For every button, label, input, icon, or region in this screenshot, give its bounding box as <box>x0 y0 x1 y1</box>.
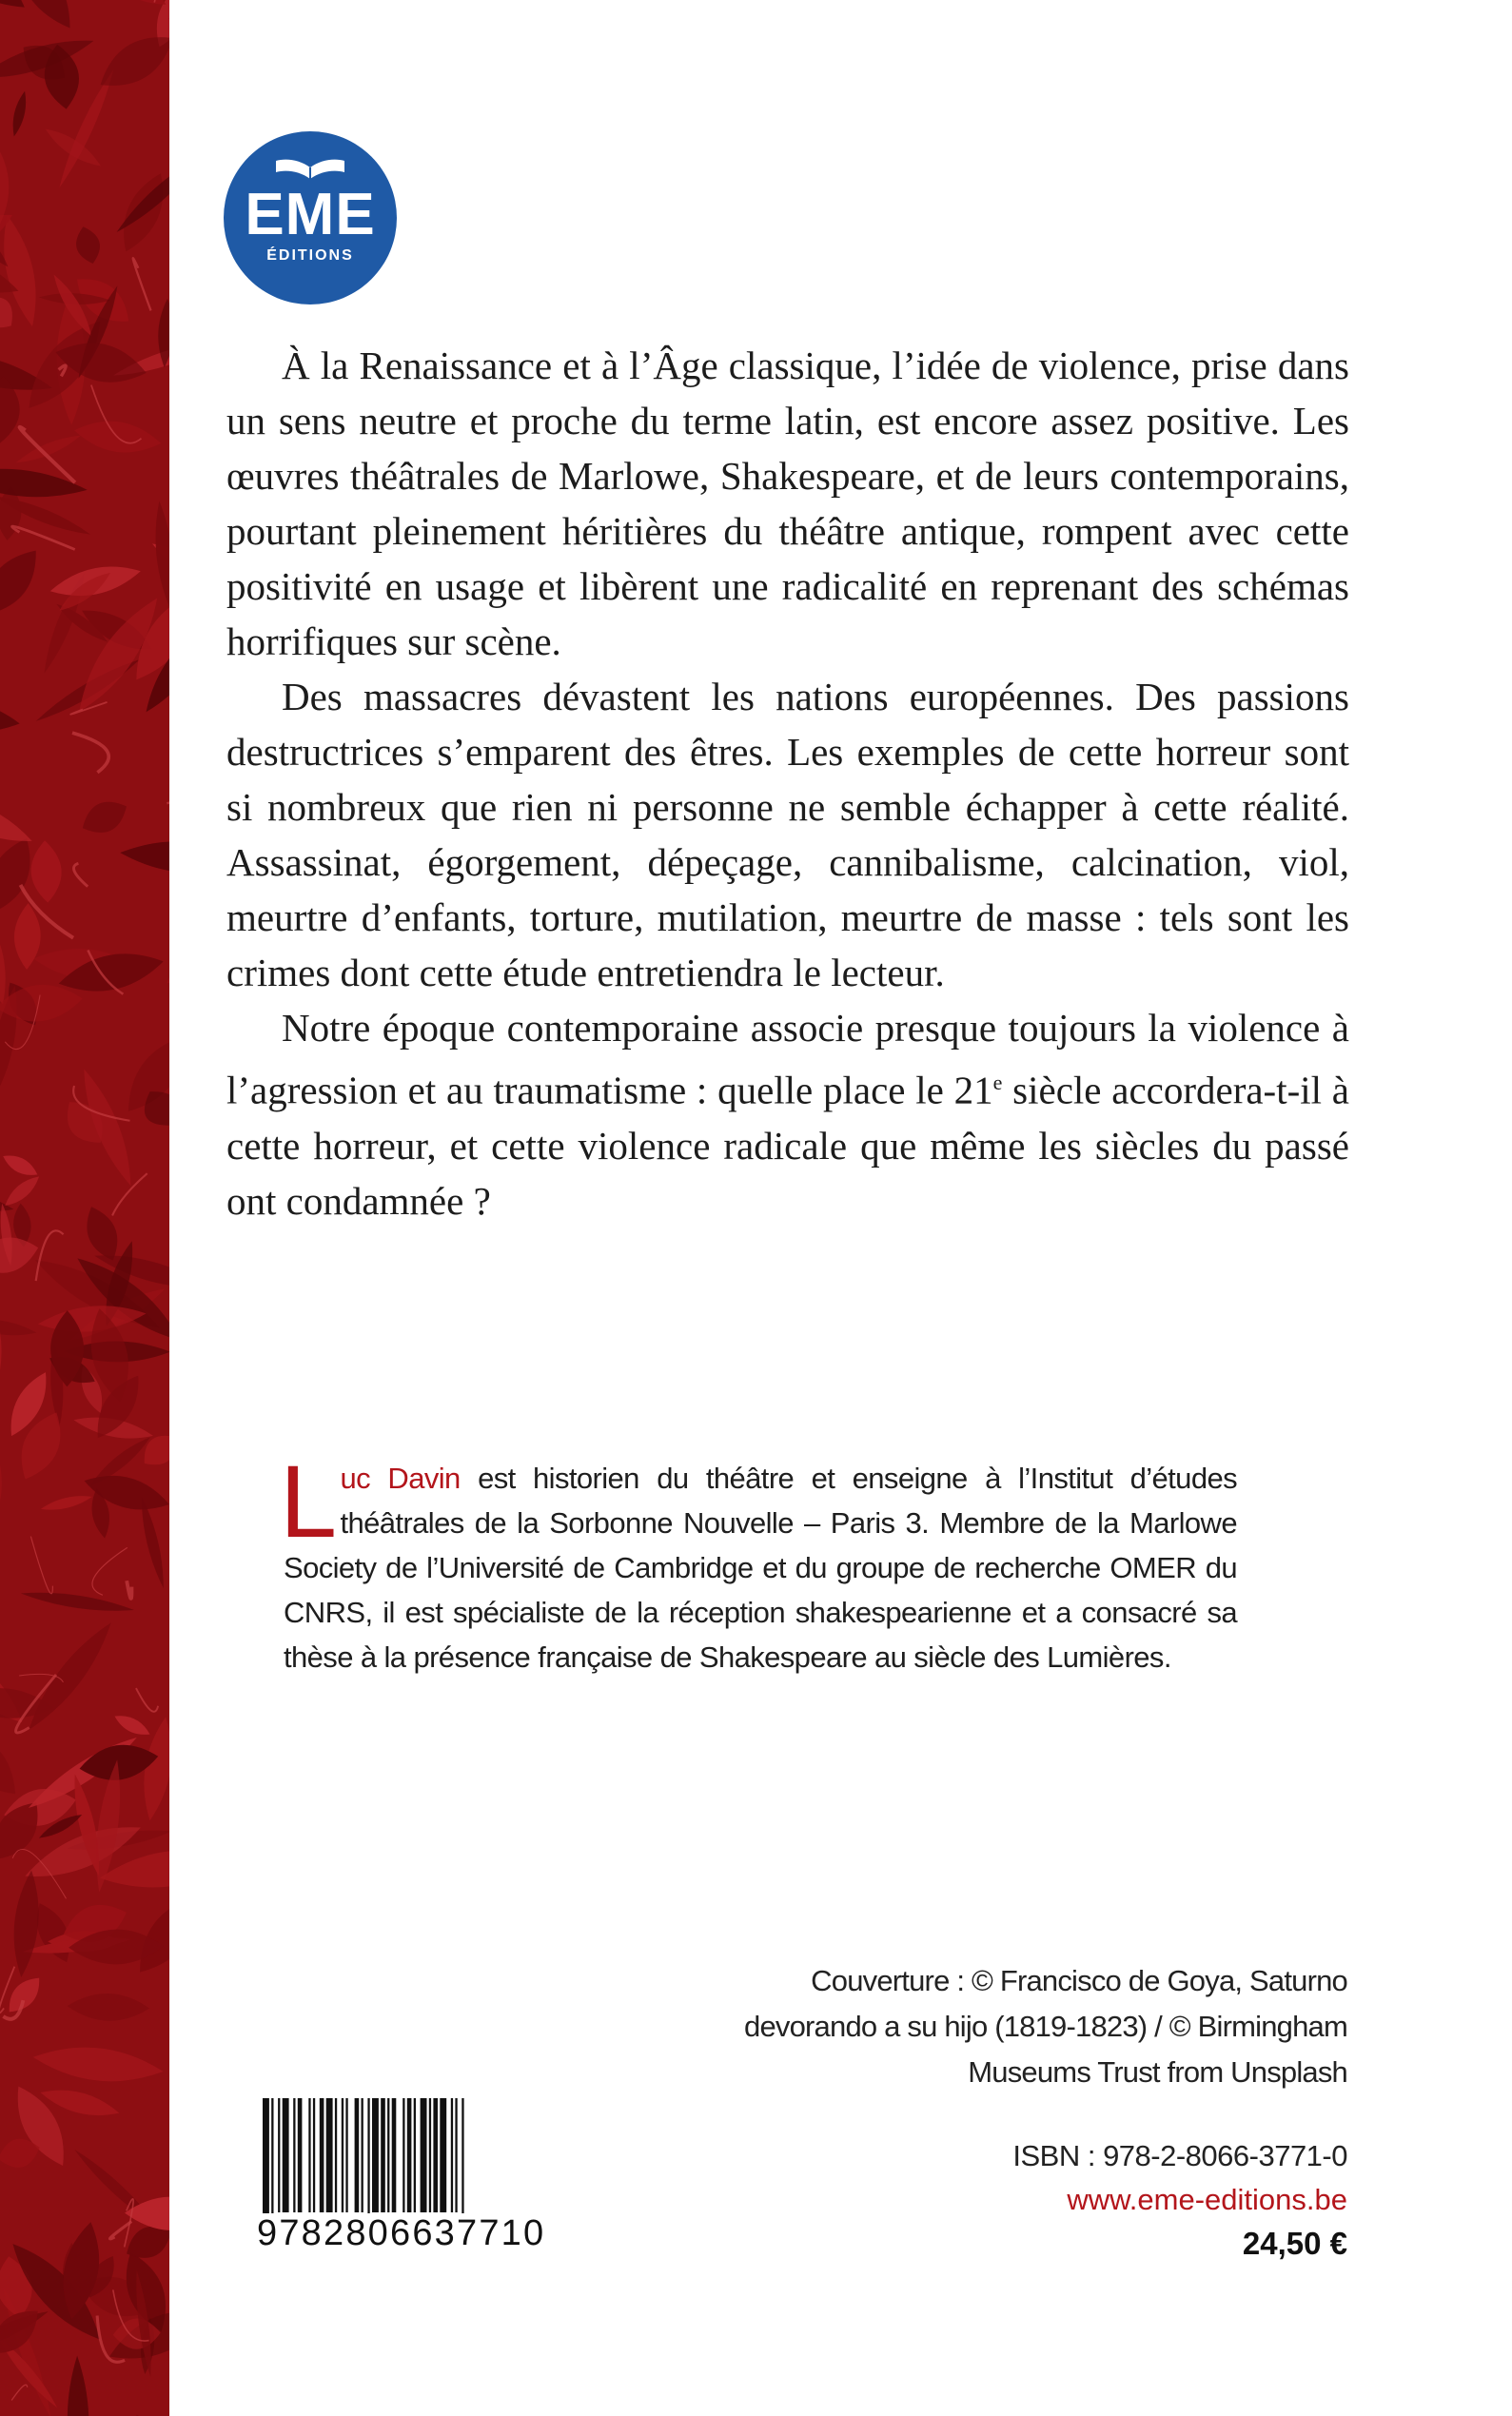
barcode-bar <box>387 2098 389 2212</box>
leaf-shape <box>0 1460 10 1546</box>
leaf-shape <box>71 224 104 266</box>
barcode-bar <box>403 2098 404 2212</box>
leaf-shape <box>0 1637 32 1733</box>
leaf-shape <box>67 1993 149 2022</box>
leaf-shape <box>1 1971 47 2019</box>
back-cover-blurb <box>226 338 1349 1228</box>
vine-stroke <box>136 1688 158 1712</box>
drop-cap: L <box>280 1444 337 1559</box>
decorative-floral-strip <box>0 0 169 2416</box>
barcode-digits: 9782806637710 <box>251 2213 580 2254</box>
barcode-bar <box>440 2098 446 2212</box>
leaf-shape <box>111 1710 152 1739</box>
barcode-bar <box>421 2098 427 2212</box>
blurb-paragraph: À la Renaissance et à l’Âge classique, l’idée de violence, prise dans un sens neutre et proche du terme latin, est encore assez positive. Les œuvres théâtrales de Marlowe, Shakespeare, et de leurs contemporains, pourtant pleinement héritières du théâtre antique, rompent avec cette positivité en usage et libèrent une radicalité en reprenant des schémas horrifiques sur scène. <box>226 344 1349 663</box>
barcode-bar <box>313 2098 315 2212</box>
vine-stroke <box>11 2385 27 2400</box>
leaf-shape <box>13 430 83 468</box>
barcode-bar <box>381 2098 385 2212</box>
blurb-paragraph: Des massacres dévastent les nations européennes. Des passions destructrices s’emparent des êtres. Les exemples de cette horreur sont si nombreux que rien ni personne ne semble échapper à cette réalité. Assassinat, égorgement, dépeçage, cannibalisme, calcination, viol, meurtre d’enfants, torture, mutilation, meurtre de masse : tels sont les crimes dont cette étude entretiendra le lecteur. <box>226 675 1349 994</box>
logo-brand-text: EME <box>245 182 376 247</box>
leaf-shape <box>0 0 35 23</box>
website-link[interactable]: www.eme-editions.be <box>1067 2183 1347 2216</box>
ordinal-superscript: e <box>992 1071 1003 1094</box>
leaf-shape <box>0 695 22 738</box>
barcode-bar <box>335 2098 337 2212</box>
vine-stroke <box>133 258 151 310</box>
barcode-bar <box>345 2098 347 2212</box>
leaf-shape <box>40 1492 94 1514</box>
author-bio <box>280 1444 1238 1679</box>
leaf-shape <box>20 1587 135 1617</box>
barcode-bar <box>392 2098 397 2212</box>
blurb-paragraph-3-end: siècle accordera-t-il à cette horreur, et cette violence radicale que même les siècles du passé ont condamnée ? <box>226 1068 1349 1223</box>
leaf-shape <box>126 2410 166 2416</box>
publisher-logo <box>224 131 397 304</box>
leaf-shape <box>119 837 169 877</box>
blurb-paragraph <box>226 1000 1349 1228</box>
leaf-shape <box>20 1616 121 1738</box>
leaf-shape <box>31 2041 166 2088</box>
barcode-bar <box>278 2098 280 2212</box>
vine-stroke <box>167 747 169 804</box>
barcode-bar <box>372 2098 379 2212</box>
cover-credits <box>738 1958 1347 2095</box>
floral-pattern <box>0 0 169 2416</box>
leaf-shape <box>0 1315 37 1339</box>
isbn-number: ISBN : 978-2-8066-3771-0 <box>1012 2139 1347 2172</box>
barcode-bar <box>355 2098 360 2212</box>
credit-line: Couverture : © Francisco de Goya, Saturno <box>811 1964 1347 1997</box>
barcode-bar <box>362 2098 363 2212</box>
blurb-paragraph-3-start: Notre époque contemporaine associe presque toujours la violence à l’agression et au traumatisme : quelle place le 21 <box>226 1006 1349 1112</box>
vine-stroke <box>30 1537 52 1594</box>
barcode-bar <box>320 2098 324 2212</box>
isbn-price-block <box>776 2134 1347 2266</box>
leaf-shape <box>10 90 30 138</box>
author-bio-text: est historien du théâtre et enseigne à l’Institut d’études théâtrales de la Sorbonne Nouvelle – Paris 3. Membre de la Marlowe Society de l’Université de Cambridge et du groupe de recherche OMER du CNRS, il est spécialiste de la réception shakespearienne et a consacré sa thèse à la présence française de Shakespeare au siècle des Lumières. <box>284 1462 1238 1674</box>
leaf-shape <box>158 917 169 994</box>
barcode-bar <box>326 2098 333 2212</box>
leaf-shape <box>99 0 169 12</box>
open-book-icon <box>273 156 347 185</box>
barcode-bar <box>433 2098 438 2212</box>
credit-line: devorando a su hijo (1819-1823) / © Birmingham <box>744 2010 1347 2043</box>
price: 24,50 € <box>1242 2226 1347 2261</box>
leaf-shape <box>151 501 169 608</box>
leaf-shape <box>1 1171 44 1210</box>
barcode-bar <box>414 2098 416 2212</box>
leaf-shape <box>29 839 63 903</box>
barcode-bar <box>298 2098 303 2212</box>
vine-stroke <box>12 526 75 549</box>
credit-line: Museums Trust from Unsplash <box>968 2055 1347 2089</box>
barcode-bar <box>455 2098 457 2212</box>
author-name: uc Davin <box>340 1462 461 1495</box>
leaf-shape <box>10 1869 44 1978</box>
barcode-bar <box>308 2098 310 2212</box>
leaf-shape <box>0 1263 13 1378</box>
barcode-bar <box>429 2098 431 2212</box>
vine-stroke <box>72 733 108 773</box>
barcode-bar <box>342 2098 344 2212</box>
leaf-shape <box>76 794 133 841</box>
leaf-shape <box>0 1149 41 1181</box>
barcode-bar <box>293 2098 295 2212</box>
barcode-bar <box>451 2098 453 2212</box>
barcode-bar <box>283 2098 289 2212</box>
vine-stroke <box>92 1547 128 1595</box>
barcode-bar <box>407 2098 412 2212</box>
vine-stroke <box>127 1581 131 1599</box>
leaf-shape <box>67 2356 90 2416</box>
leaf-shape <box>0 540 49 625</box>
logo-subtext: ÉDITIONS <box>266 247 354 264</box>
vine-stroke <box>73 863 88 886</box>
